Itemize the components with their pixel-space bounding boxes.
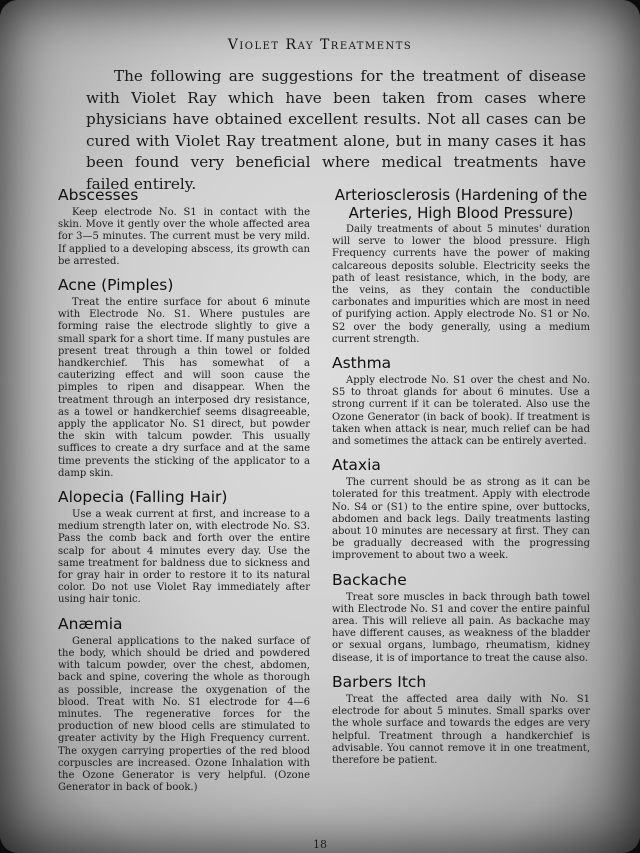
page-title: Violet Ray Treatments xyxy=(227,37,413,53)
section-heading: Alopecia (Falling Hair) xyxy=(58,488,228,507)
section-text: General applications to the naked surface of the body, which should be dried and powdered with talcum powder, over the chest, abdomen, back and spine, covering the whole as thorough as possible, increase the oxygenation of the blood. Treat with No. S1 electrode for 4—6 minutes. The regenerative forces for the production of new blood cells are stimulated to greater activity by the High Frequency current. The oxygen carrying properties of the red blood corpuscles are increased. Ozone Inhalation with the Ozone Generator is very helpful. (Ozone Generator in back of book.) xyxy=(58,635,310,794)
right-column xyxy=(332,186,590,775)
section-text: Use a weak current at first, and increase to a medium strength later on, with electrode No. S3. Pass the comb back and forth over the entire scalp for about 4 minutes every day. Use the same treatment for baldness due to sickness and for gray hair in order to restore it to its natural color. Do not use Violet Ray immediately after using hair tonic. xyxy=(58,509,310,606)
section-heading: Arteriosclerosis (Hardening of the Arteries, High Blood Pressure) xyxy=(334,186,588,222)
section-heading: Acne (Pimples) xyxy=(58,276,174,295)
section-text: The current should be as strong as it can be tolerated for this treatment. Apply with electrode No. S4 or (S1) to the entire spine, over buttocks, abdomen and back legs. Daily treatments lasting about 10 minutes are necessary at first. They can be gradually decreased with the progressing improvement to about two a week. xyxy=(332,477,590,562)
section-text: Daily treatments of about 5 minutes' duration will serve to lower the blood pressure. High Frequency currents have the power of making calcareous deposits soluble. Electricity seeks the path of least resistance, which, in the body, are the veins, as they contain the conductible carbonates and impurities which are most in need of purifying action. Apply electrode No. S1 or No. S2 over the body generally, using a medium current strength. xyxy=(332,224,590,345)
section-acne xyxy=(58,276,310,480)
intro-paragraph: The following are suggestions for the treatment of disease with Violet Ray which have been taken from cases where physicians have obtained excellent results. Not all cases can be cured with Violet Ray treatment alone, but in many cases it has been found very beneficial where medical treatments have failed entirely. xyxy=(86,67,586,193)
section-ataxia xyxy=(332,456,590,562)
section-text: Apply electrode No. S1 over the chest and No. S5 to throat glands for about 6 minutes. Use a strong current if it can be tolerated. Also use the Ozone Generator (in back of book). If treatment is taken when attack is near, much relief can be had and sometimes the attack can be entirely averted. xyxy=(332,375,590,448)
section-barbers-itch xyxy=(332,673,590,767)
left-column xyxy=(58,186,310,802)
section-text: Treat sore muscles in back through bath towel with Electrode No. S1 and cover the entire painful area. This will relieve all pain. As backache may have different causes, as weakness of the bladder or sexual organs, lumbago, rheumatism, kidney disease, it is of importance to treat the cause also. xyxy=(332,591,590,664)
section-heading: Ataxia xyxy=(332,456,381,475)
section-text: Treat the entire surface for about 6 minute with Electrode No. S1. Where pustules are forming raise the electrode slightly to give a small spark for a short time. If many pustules are present treat through a thin towel or folded handkerchief. This has somewhat of a cauterizing effect and will soon cause the pimples to ripen and disappear. When the treatment through an interposed dry resistance, as a towel or handkerchief seems disagreeable, apply the applicator No. S1 direct, but powder the skin with talcum powder. This usually suffices to create a dry surface and at the same time prevents the sticking of the applicator to a damp skin. xyxy=(58,297,310,479)
section-text: Treat the affected area daily with No. S1 electrode for about 5 minutes. Small sparks over the whole surface and towards the edges are very helpful. Treatment through a handkerchief is advisable. You cannot remove it in one treatment, therefore be patient. xyxy=(332,693,590,766)
section-arteriosclerosis xyxy=(332,186,590,346)
section-heading: Barbers Itch xyxy=(332,672,427,691)
section-heading: Asthma xyxy=(332,354,392,373)
section-asthma xyxy=(332,354,590,448)
section-backache xyxy=(332,571,590,665)
section-heading: Backache xyxy=(332,570,407,589)
page-number: 18 xyxy=(313,838,327,851)
section-abscesses xyxy=(58,186,310,268)
section-alopecia xyxy=(58,488,310,607)
section-text: Keep electrode No. S1 in contact with the skin. Move it gently over the whole affected area for 3—5 minutes. The current must be very mild. If applied to a developing abscess, its growth can be arrested. xyxy=(58,207,310,267)
section-heading: Anæmia xyxy=(58,614,123,633)
section-heading: Abscesses xyxy=(58,186,139,204)
section-anaemia xyxy=(58,615,310,795)
